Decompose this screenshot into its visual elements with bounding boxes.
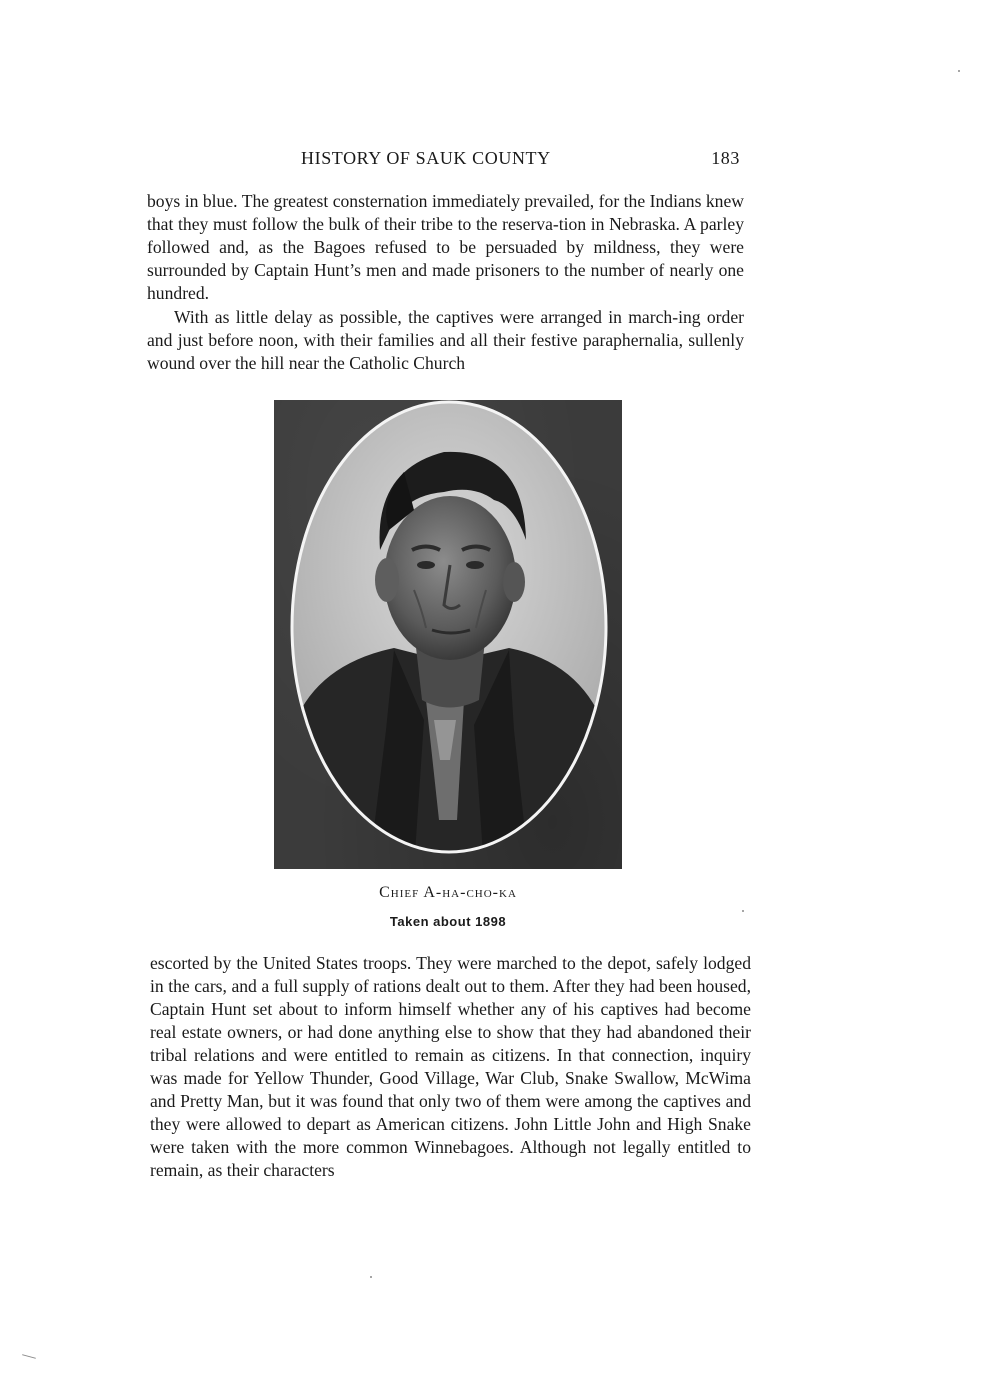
portrait-plate bbox=[274, 400, 622, 869]
running-head bbox=[147, 148, 740, 172]
portrait-photo bbox=[274, 400, 622, 869]
page-number: 183 bbox=[711, 148, 740, 168]
paper-speck bbox=[370, 1276, 372, 1278]
plate-caption-title: Chief A-ha-cho-ka bbox=[379, 884, 517, 901]
portrait-oval bbox=[274, 400, 622, 869]
paper-speck bbox=[742, 910, 744, 912]
running-title: HISTORY OF SAUK COUNTY bbox=[301, 148, 551, 168]
paragraph-text: escorted by the United States troops. They were marched to the depot, safely lodged in the cars, and a full supply of rations dealt out to them. After they had been housed, Captain Hunt set about to inform himself whether any of his captives had become real estate owners, or had done anything else to show that they had abandoned their tribal relations and were entitled to remain as citizens. In that connection, inquiry was made for Yellow Thunder, Good Village, War Club, Snake Swallow, McWima and Pretty Man, but it was found that only two of them were among the captives and they were allowed to depart as American citizens. John Little John and High Snake were taken with the more common Winnebagoes. Although not legally entitled to remain, as their characters bbox=[150, 953, 751, 1180]
paper-speck bbox=[958, 70, 960, 72]
paper-mark bbox=[22, 1354, 36, 1359]
paragraph-text: boys in blue. The greatest consternation immediately prevailed, for the Indians knew that they must follow the bulk of their tribe to the reserva-tion in Nebraska. A parley followed and, as the Bagoes refused to be persuaded by mildness, they were surrounded by Captain Hunt’s men and made prisoners to the number of nearly one hundred. bbox=[147, 191, 744, 303]
plate-caption-subtitle: Taken about 1898 bbox=[389, 914, 507, 929]
paragraph-text: With as little delay as possible, the captives were arranged in march-ing order and just before noon, with their families and all their festive paraphernalia, sullenly wound over the hill near the Catholic Church bbox=[147, 307, 744, 373]
